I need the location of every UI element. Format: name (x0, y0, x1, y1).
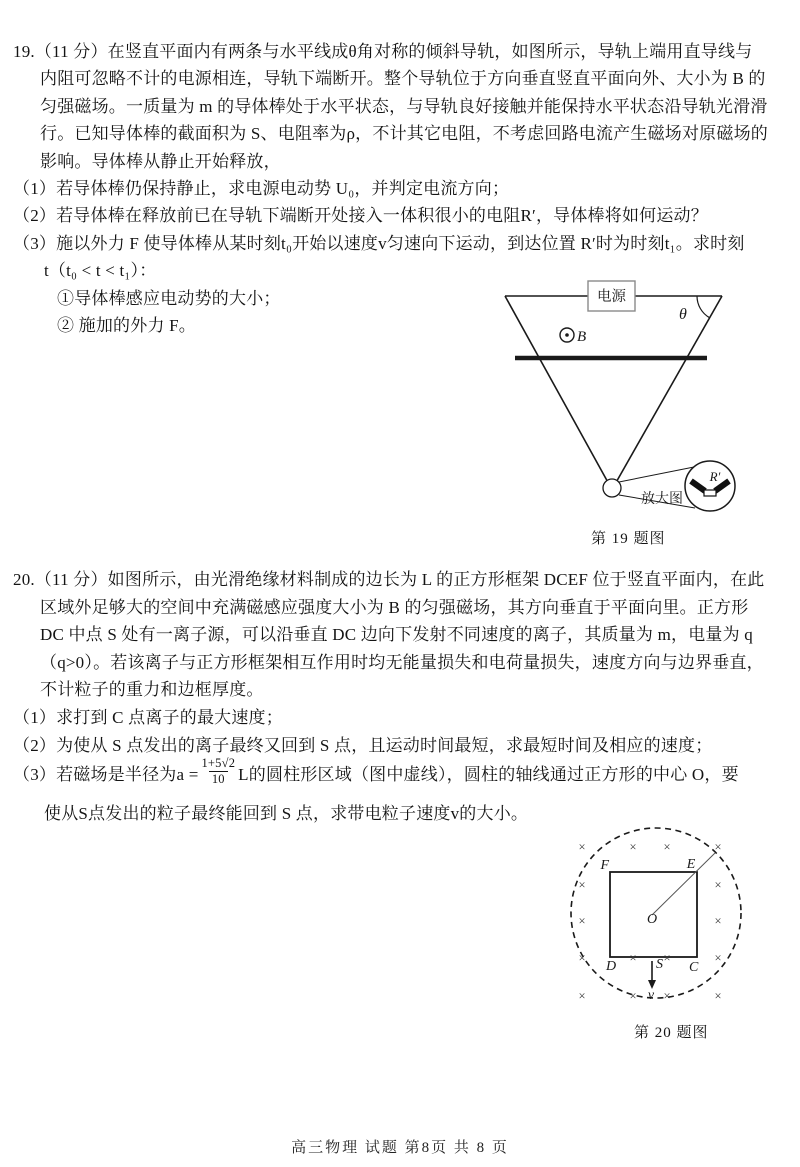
problem-19-subitem-1: ①导体棒感应电动势的大小； (57, 288, 281, 308)
problem-19-item-2: （2）若导体棒在释放前已在导轨下端断开处接入一体积很小的电阻R′，导体棒将如何运动？ (13, 206, 708, 226)
problem-20 (13, 566, 794, 759)
problem-19-line: 影响。导体棒从静止开始释放， (40, 151, 281, 171)
problem-20-line: （q>0）。若该离子与正方形框架相互作用时均无能量损失和电荷量损失，速度方向与边界垂直， (40, 652, 764, 672)
b-field-label: B (577, 329, 587, 345)
figure-19-caption: 第 19 题图 (591, 531, 666, 547)
b-out-of-page-icon (560, 328, 586, 345)
theta-label: θ (679, 306, 687, 323)
problem-19-item-3-condition: t（t₀ < t < t₁）： (44, 261, 157, 281)
vertex-c-label: C (689, 960, 699, 975)
resistor-label: R′ (709, 469, 721, 484)
problem-19-line: 内阻可忽略不计的电源相连，导轨下端断开。整个导轨位于方向垂直竖直平面向外、大小为 B 的 (40, 69, 766, 89)
problem-20-line: 20.（11 分）如图所示，由光滑绝缘材料制成的边长为 L 的正方形框架 DCEF 位于竖直平面内，在此 (13, 570, 765, 589)
field-cross-icon: × (578, 914, 586, 928)
problem-20-line: 不计粒子的重力和边框厚度。 (40, 680, 264, 700)
center-o-label: O (646, 912, 658, 927)
problem-19-item-3: （3）施以外力 F 使导体棒从某时刻t₀开始以速度v匀速向下运动，到达位置 R′时为时刻t₁。求时刻 (13, 233, 745, 253)
power-source-box (588, 281, 635, 311)
field-cross-icon: × (578, 878, 586, 892)
figure-20-field-region-diagram (552, 822, 764, 1010)
vertex-e-label: E (686, 857, 696, 872)
field-cross-icon: × (578, 989, 586, 1003)
problem-19-line: 19.（11 分）在竖直平面内有两条与水平线成θ角对称的倾斜导轨，如图所示，导轨上端用直导线与 (13, 42, 753, 61)
item-3-text-pre: （3）若磁场是半径为a = (13, 764, 199, 784)
field-cross-icon: × (714, 878, 722, 892)
field-cross-icon: × (629, 989, 637, 1003)
power-source-label: 电源 (597, 289, 626, 305)
field-cross-icon: × (714, 989, 722, 1003)
item-3-text-post: L的圆柱形区域（图中虚线），圆柱的轴线通过正方形的中心 O，要 (238, 764, 739, 784)
rail-gap-circle (603, 479, 621, 497)
field-cross-icon: × (578, 840, 586, 854)
resistor-symbol (704, 490, 716, 496)
figure-19-circuit-rails-diagram (478, 272, 762, 522)
problem-19-item-1: （1）若导体棒仍保持静止，求电源电动势 U₀，并判定电流方向； (13, 179, 510, 199)
field-cross-icon: × (663, 840, 671, 854)
field-cross-icon: × (578, 951, 586, 965)
problem-19-line: 行。已知导体棒的截面积为 S、电阻率为ρ，不计其它电阻，不考虑回路电流产生磁场对原磁场的 (40, 124, 768, 144)
problem-19-subitem-2: ② 施加的外力 F。 (57, 316, 196, 336)
field-cross-icon: × (629, 840, 637, 854)
problem-20-item-2: （2）为使从 S 点发出的离子最终又回到 S 点，且运动时间最短，求最短时间及相应的速度； (13, 735, 713, 755)
fraction-a-value (201, 756, 235, 786)
vertex-f-label: F (600, 858, 609, 873)
rails (505, 296, 722, 486)
problem-20-line: 区域外足够大的空间中充满磁感应强度大小为 B 的匀强磁场，其方向垂直于平面向里。正方形 (40, 597, 749, 617)
theta-angle-arc (697, 296, 710, 318)
field-cross-icon: × (714, 840, 722, 854)
problem-20-item-3 (13, 752, 739, 792)
field-cross-icon: × (663, 989, 671, 1003)
magnifier (603, 461, 735, 511)
problem-19-line: 匀强磁场。一质量为 m 的导体棒处于水平状态，与导轨良好接触并能保持水平状态沿导轨光滑滑 (40, 96, 768, 116)
magnifier-label: 放大图 (641, 492, 683, 507)
vertex-d-label: D (606, 959, 617, 974)
velocity-v-label: v (647, 988, 655, 1003)
fraction-numerator: 1+5√2 (201, 756, 236, 771)
problem-20-line: DC 中点 S 处有一离子源，可以沿垂直 DC 边向下发射不同速度的离子，其质量为 m，电量为 q (40, 625, 753, 645)
page-footer: 高三物理 试题 第8页 共 8 页 (291, 1140, 509, 1156)
problem-20-item-1: （1）求打到 C 点离子的最大速度； (13, 707, 283, 727)
figure-20-caption: 第 20 题图 (634, 1025, 709, 1041)
field-cross-icon: × (714, 951, 722, 965)
fraction-denominator: 10 (209, 771, 228, 786)
problem-20-item-3-continued: 使从S点发出的粒子最终能回到 S 点，求带电粒子速度v的大小。 (44, 804, 529, 823)
field-cross-icon: × (663, 951, 671, 965)
source-s-label: S (656, 957, 663, 972)
field-cross-icon: × (714, 914, 722, 928)
velocity-arrow (648, 961, 656, 1003)
field-cross-icon: × (629, 951, 637, 965)
